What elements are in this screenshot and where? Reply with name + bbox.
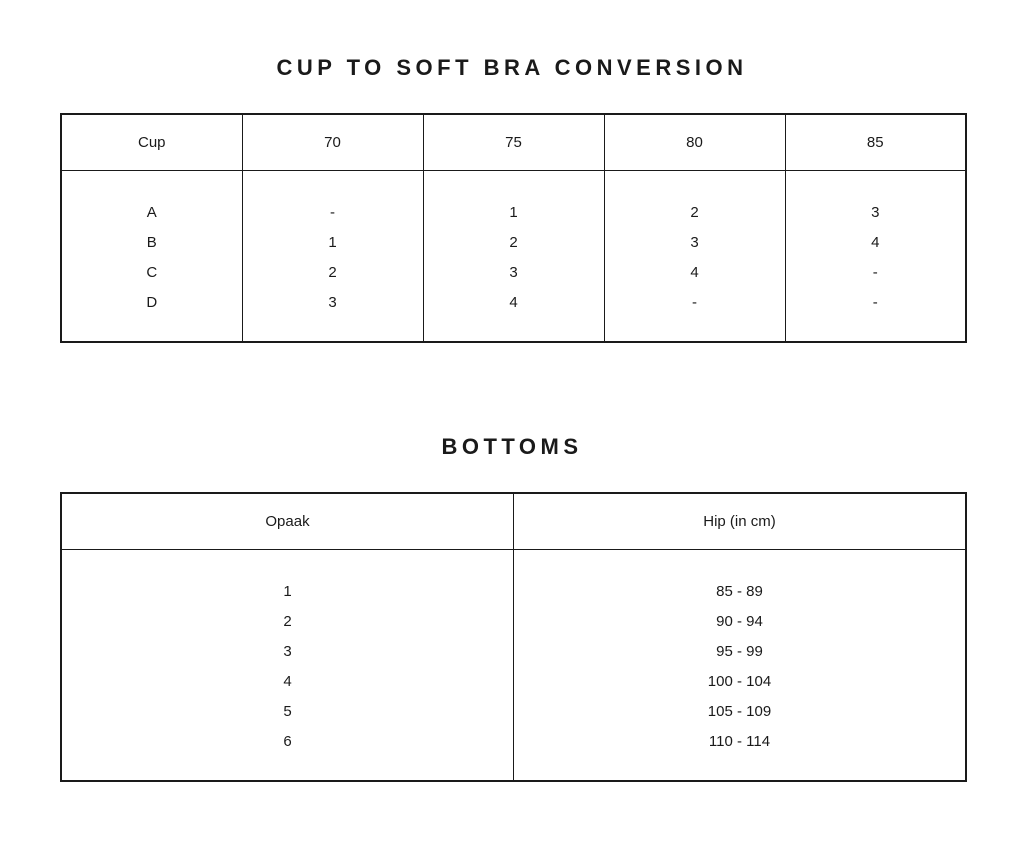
table-cell: 90 - 94 [514,607,967,637]
table-cell: 3 [61,637,514,667]
table-cell: 5 [61,697,514,727]
table-cell: 1 [61,550,514,608]
table-cell: 85 - 89 [514,550,967,608]
column-header: Opaak [61,493,514,550]
table-cell: 4 [785,228,966,258]
column-header: Cup [61,114,242,171]
table-cell: 3 [604,228,785,258]
cup-conversion-table [60,113,967,343]
table-row [61,607,966,637]
table-cell: 3 [242,288,423,342]
table-row [61,667,966,697]
table-row [61,727,966,781]
table-cell: 2 [423,228,604,258]
table-row [61,228,966,258]
table-cell: A [61,171,242,229]
table-cell: 100 - 104 [514,667,967,697]
column-header: 80 [604,114,785,171]
table-cell: 3 [785,171,966,229]
table-row [61,637,966,667]
table-cell: 105 - 109 [514,697,967,727]
table-cell: 4 [604,258,785,288]
table-row [61,258,966,288]
table-row [61,697,966,727]
table-cell: - [785,288,966,342]
table-cell: C [61,258,242,288]
column-header: 70 [242,114,423,171]
table-cell: 4 [61,667,514,697]
bottoms-title: BOTTOMS [441,434,583,459]
table-header-row [61,493,966,550]
table-cell: 2 [604,171,785,229]
table-cell: - [604,288,785,342]
bottoms-table [60,492,967,782]
table-header-row [61,114,966,171]
table-cell: 95 - 99 [514,637,967,667]
table-cell: D [61,288,242,342]
column-header: 85 [785,114,966,171]
table-row [61,288,966,342]
table-cell: 110 - 114 [514,727,967,781]
table-cell: - [242,171,423,229]
column-header: Hip (in cm) [514,493,967,550]
column-header: 75 [423,114,604,171]
table-cell: 2 [61,607,514,637]
table-cell: 2 [242,258,423,288]
table-cell: B [61,228,242,258]
table-cell: 6 [61,727,514,781]
table-cell: 1 [242,228,423,258]
cup-conversion-title: CUP TO SOFT BRA CONVERSION [276,55,748,80]
table-cell: 1 [423,171,604,229]
table-cell: 4 [423,288,604,342]
table-row [61,550,966,608]
table-cell: - [785,258,966,288]
table-row [61,171,966,229]
table-cell: 3 [423,258,604,288]
